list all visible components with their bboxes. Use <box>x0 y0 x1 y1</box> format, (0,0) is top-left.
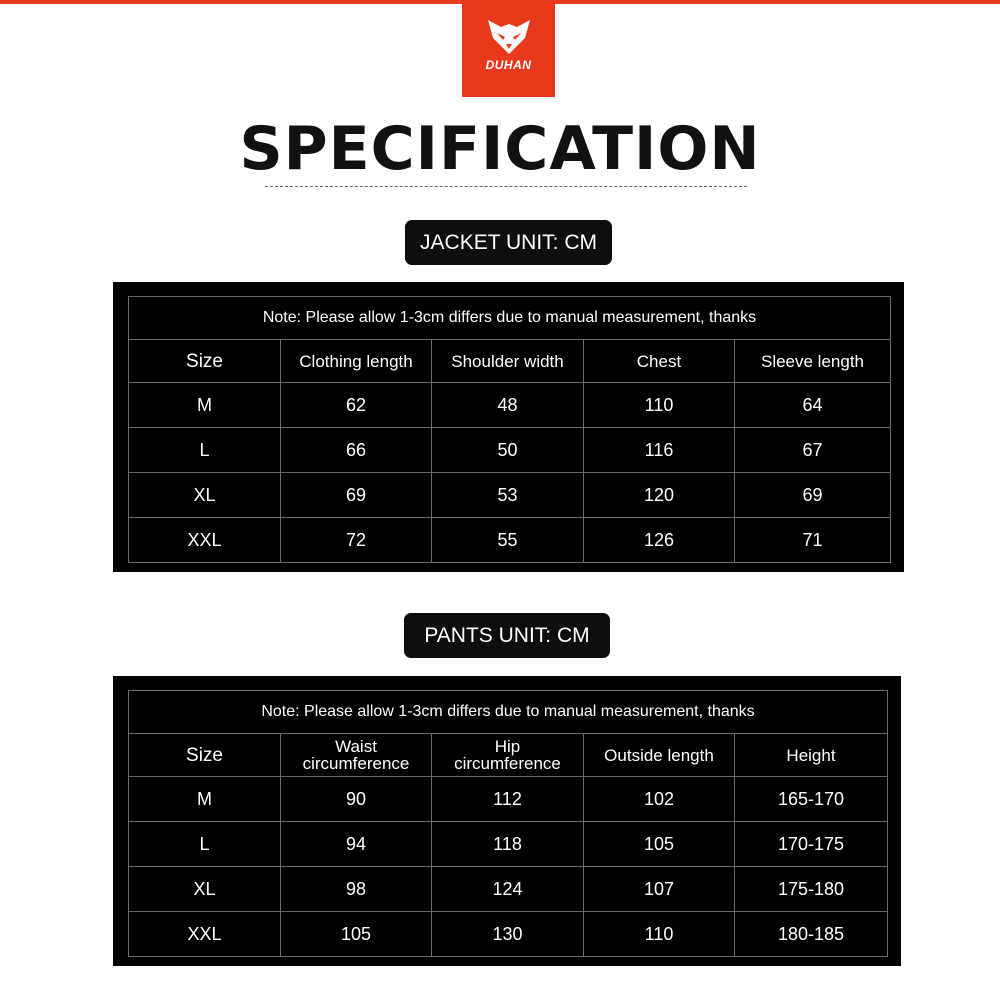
table-cell: L <box>129 428 281 473</box>
column-header: Chest <box>584 340 735 383</box>
column-header: Size <box>129 734 281 777</box>
pants-note: Note: Please allow 1-3cm differs due to manual measurement, thanks <box>129 691 888 734</box>
table-cell: 110 <box>584 912 735 957</box>
table-cell: XL <box>129 867 281 912</box>
table-cell: 55 <box>432 518 584 563</box>
table-cell: 130 <box>432 912 584 957</box>
pants-size-panel <box>113 676 901 966</box>
table-cell: 175-180 <box>735 867 888 912</box>
table-cell: 66 <box>281 428 432 473</box>
table-cell: XL <box>129 473 281 518</box>
table-cell: XXL <box>129 912 281 957</box>
table-cell: 102 <box>584 777 735 822</box>
table-cell: 105 <box>584 822 735 867</box>
table-cell: 72 <box>281 518 432 563</box>
table-row <box>129 912 888 957</box>
title-divider <box>265 186 747 187</box>
column-header: Height <box>735 734 888 777</box>
table-cell: M <box>129 383 281 428</box>
page-title: SPECIFICATION <box>239 114 761 184</box>
column-header: Shoulder width <box>432 340 584 383</box>
table-cell: 116 <box>584 428 735 473</box>
brand-name: DUHAN <box>485 58 532 72</box>
table-cell: 170-175 <box>735 822 888 867</box>
column-header: Outside length <box>584 734 735 777</box>
table-cell: 105 <box>281 912 432 957</box>
table-row <box>129 428 891 473</box>
table-row <box>129 383 891 428</box>
table-cell: 112 <box>432 777 584 822</box>
column-header: Size <box>129 340 281 383</box>
pants-unit-label: PANTS UNIT: CM <box>404 613 610 658</box>
jacket-size-table <box>128 296 891 563</box>
pants-size-table <box>128 690 888 957</box>
jacket-header-row <box>129 340 891 383</box>
table-cell: 110 <box>584 383 735 428</box>
table-cell: XXL <box>129 518 281 563</box>
table-cell: 90 <box>281 777 432 822</box>
table-cell: 126 <box>584 518 735 563</box>
brand-logo <box>462 4 555 97</box>
table-cell: 69 <box>281 473 432 518</box>
table-cell: 94 <box>281 822 432 867</box>
table-cell: 48 <box>432 383 584 428</box>
table-cell: L <box>129 822 281 867</box>
table-cell: 124 <box>432 867 584 912</box>
table-cell: 64 <box>735 383 891 428</box>
table-cell: 180-185 <box>735 912 888 957</box>
table-row <box>129 822 888 867</box>
column-header: Hip circumference <box>432 734 584 777</box>
table-cell: 69 <box>735 473 891 518</box>
table-cell: 53 <box>432 473 584 518</box>
table-cell: 71 <box>735 518 891 563</box>
jacket-size-panel <box>113 282 904 572</box>
pants-header-row <box>129 734 888 777</box>
jacket-note: Note: Please allow 1-3cm differs due to manual measurement, thanks <box>129 297 891 340</box>
table-cell: 50 <box>432 428 584 473</box>
table-cell: 107 <box>584 867 735 912</box>
table-cell: M <box>129 777 281 822</box>
table-cell: 118 <box>432 822 584 867</box>
jacket-unit-label: JACKET UNIT: CM <box>405 220 612 265</box>
table-row <box>129 518 891 563</box>
table-row <box>129 473 891 518</box>
column-header: Waist circumference <box>281 734 432 777</box>
table-cell: 98 <box>281 867 432 912</box>
table-row <box>129 777 888 822</box>
column-header: Sleeve length <box>735 340 891 383</box>
column-header: Clothing length <box>281 340 432 383</box>
table-cell: 67 <box>735 428 891 473</box>
table-row <box>129 867 888 912</box>
table-cell: 165-170 <box>735 777 888 822</box>
table-cell: 120 <box>584 473 735 518</box>
table-cell: 62 <box>281 383 432 428</box>
fox-head-icon <box>486 18 532 56</box>
